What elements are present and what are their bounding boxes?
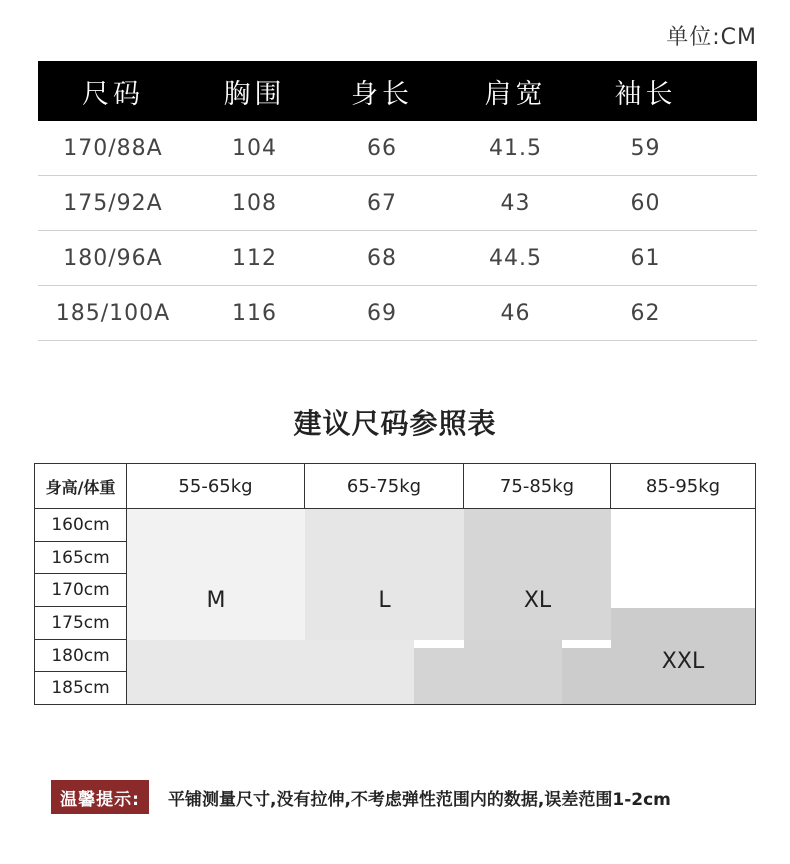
height-175: 175cm bbox=[35, 607, 127, 640]
size-label-xl: XL bbox=[523, 588, 552, 613]
size-table-header bbox=[38, 61, 757, 121]
weight-65-75: 65-75kg bbox=[305, 464, 464, 509]
reference-title: 建议尺码参照表 bbox=[293, 407, 497, 440]
cell-chest: 108 bbox=[232, 190, 277, 216]
region-xxl-low bbox=[562, 648, 611, 704]
cell-size: 185/100A bbox=[55, 300, 171, 326]
weight-85-95: 85-95kg bbox=[611, 464, 755, 509]
unit-label: 单位:CM bbox=[666, 25, 757, 50]
region-m bbox=[127, 509, 305, 640]
region-xl-mid bbox=[464, 640, 562, 648]
tip-text: 平铺测量尺寸,没有拉伸,不考虑弹性范围内的数据,误差范围1-2cm bbox=[168, 790, 671, 810]
region-low-band bbox=[127, 640, 414, 704]
cell-size: 170/88A bbox=[63, 135, 163, 161]
height-165: 165cm bbox=[35, 542, 127, 574]
tip-badge: 温馨提示: bbox=[51, 780, 149, 814]
height-170: 170cm bbox=[35, 574, 127, 607]
cell-size: 180/96A bbox=[63, 245, 163, 271]
height-160: 160cm bbox=[35, 509, 127, 542]
cell-sleeve: 62 bbox=[630, 300, 661, 326]
weight-55-65: 55-65kg bbox=[127, 464, 305, 509]
header-size: 尺码 bbox=[82, 78, 144, 110]
cell-chest: 112 bbox=[232, 245, 277, 271]
cell-shoulder: 46 bbox=[500, 300, 531, 326]
cell-shoulder: 44.5 bbox=[489, 245, 542, 271]
region-xl-low bbox=[414, 648, 562, 704]
cell-chest: 104 bbox=[232, 135, 277, 161]
header-sleeve: 袖长 bbox=[614, 78, 677, 110]
header-chest: 胸围 bbox=[223, 78, 286, 110]
cell-shoulder: 41.5 bbox=[489, 135, 542, 161]
cell-length: 66 bbox=[367, 135, 397, 161]
table-row bbox=[38, 231, 757, 286]
cell-chest: 116 bbox=[232, 300, 277, 326]
header-length: 身长 bbox=[351, 78, 413, 110]
cell-sleeve: 61 bbox=[630, 245, 661, 271]
cell-length: 69 bbox=[367, 300, 397, 326]
size-label-l: L bbox=[378, 588, 391, 613]
region-l bbox=[305, 509, 464, 640]
size-table bbox=[38, 61, 757, 341]
cell-size: 175/92A bbox=[63, 190, 163, 216]
cell-length: 67 bbox=[367, 190, 397, 216]
height-185: 185cm bbox=[35, 672, 127, 704]
table-row bbox=[38, 286, 757, 341]
table-row bbox=[38, 121, 757, 176]
cell-shoulder: 43 bbox=[500, 190, 531, 216]
cell-sleeve: 59 bbox=[630, 135, 661, 161]
size-label-m: M bbox=[206, 588, 226, 613]
cell-sleeve: 60 bbox=[630, 190, 661, 216]
grid-corner-label: 身高/体重 bbox=[35, 464, 127, 509]
weight-75-85: 75-85kg bbox=[464, 464, 611, 509]
size-label-xxl: XXL bbox=[661, 649, 705, 674]
region-xl bbox=[464, 509, 611, 640]
size-reference-grid bbox=[34, 463, 756, 705]
header-shoulder: 肩宽 bbox=[484, 78, 547, 110]
height-180: 180cm bbox=[35, 640, 127, 672]
cell-length: 68 bbox=[367, 245, 397, 271]
table-row bbox=[38, 176, 757, 231]
